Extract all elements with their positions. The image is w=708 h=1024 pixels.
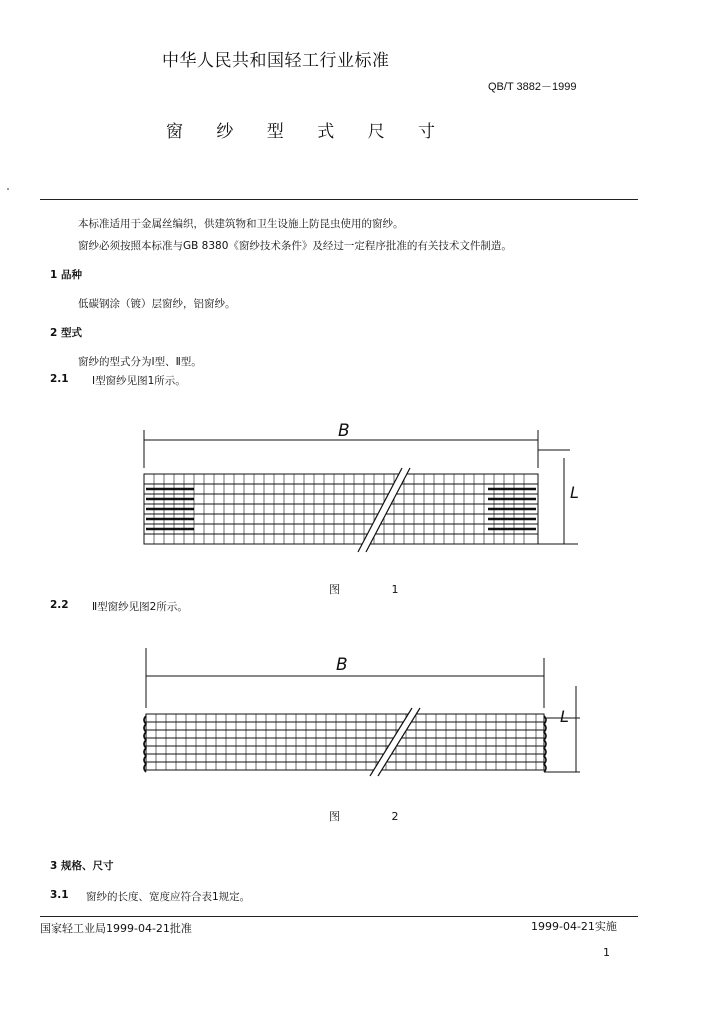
section-1-heading: 1 品种 <box>50 269 82 281</box>
section-2-text: 窗纱的型式分为Ⅰ型、Ⅱ型。 <box>78 356 202 368</box>
intro-reference-line: 窗纱必须按照本标准与GB 8380《窗纱技术条件》及经过一定程序批准的有关技术文件制造。 <box>78 240 512 252</box>
figure-1-length-label: L <box>570 483 579 502</box>
page-number: 1 <box>603 946 610 959</box>
figure-1-folded-selvedge-left <box>146 489 194 529</box>
implementation-date: 1999-04-21实施 <box>531 920 617 933</box>
section-1-text: 低碳钢涂（镀）层窗纱，铝窗纱。 <box>78 298 236 310</box>
figure-2-caption: 图 2 <box>329 810 423 823</box>
scan-speck <box>7 188 9 190</box>
figure-1-width-label: B <box>338 421 350 441</box>
section-2-heading: 2 型式 <box>50 327 82 339</box>
figure-1-caption: 图 1 <box>329 583 423 596</box>
issuing-organization: 中华人民共和国轻工行业标准 <box>162 51 390 71</box>
section-3-1-number: 3.1 <box>50 889 69 901</box>
section-2-2-number: 2.2 <box>50 599 69 611</box>
figure-2-length-label: L <box>560 707 569 726</box>
footer-rule <box>40 916 638 917</box>
header-rule <box>40 199 638 200</box>
section-2-1-text: Ⅰ型窗纱见图1所示。 <box>92 375 186 387</box>
section-2-1-number: 2.1 <box>50 373 69 385</box>
intro-scope-line: 本标准适用于金属丝编织，供建筑物和卫生设施上防昆虫使用的窗纱。 <box>78 218 404 230</box>
figure-1-folded-selvedge-right <box>488 489 536 529</box>
figure-2-width-label: B <box>336 655 348 675</box>
document-title: 窗 纱 型 式 尺 寸 <box>166 122 450 142</box>
figure-2-type-II-screen-diagram <box>130 642 590 782</box>
section-3-1-text: 窗纱的长度、宽度应符合表1规定。 <box>86 891 251 903</box>
figure-1-type-I-screen-diagram <box>130 418 590 558</box>
standard-number: QB/T 3882－1999 <box>488 81 577 93</box>
section-2-2-text: Ⅱ型窗纱见图2所示。 <box>92 601 188 613</box>
section-3-heading: 3 规格、尺寸 <box>50 860 114 872</box>
approval-note: 国家轻工业局1999-04-21批准 <box>40 922 192 935</box>
